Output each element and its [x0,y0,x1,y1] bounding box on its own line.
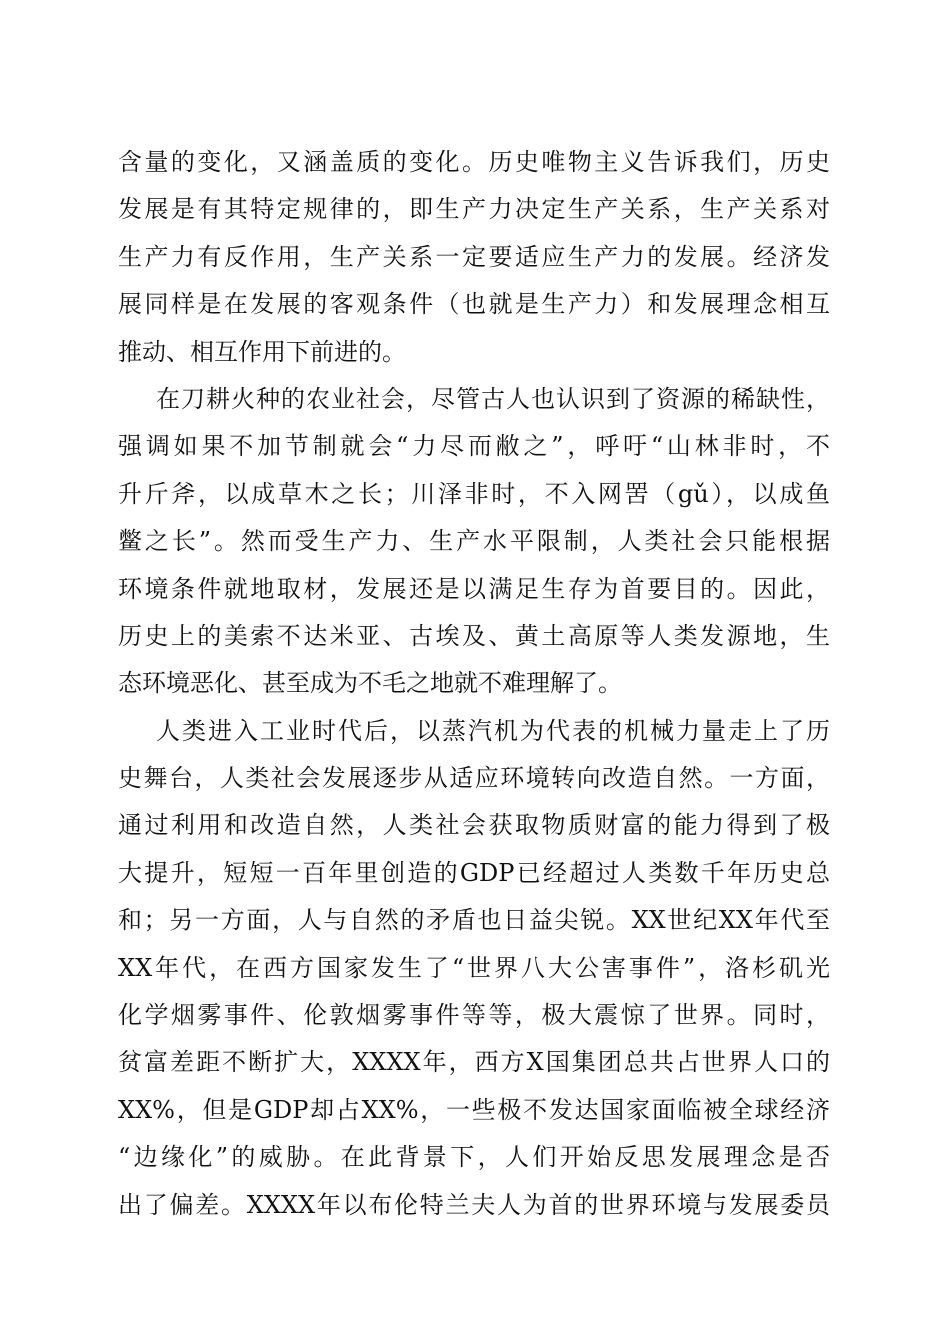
paragraph [118,708,830,1229]
text-line: 态环境恶化、甚至成为不毛之地就不难理解了。 [118,669,622,698]
text-line: 历史上的美索不达米亚、古埃及、黄土高原等人类发源地，生 [118,621,830,650]
text-line: 升斤斧，以成草木之长；川泽非时，不入网罟（gǔ），以成鱼 [118,479,830,508]
text-line: “边缘化”的威胁。在此背景下，人们开始反思发展理念是否 [118,1143,830,1172]
text-line: 大提升，短短一百年里创造的GDP已经超过人类数千年历史总 [118,858,830,887]
text-line: 展同样是在发展的客观条件（也就是生产力）和发展理念相互 [118,290,830,319]
text-line: 生产力有反作用，生产关系一定要适应生产力的发展。经济发 [118,242,830,271]
text-line: 出了偏差。XXXX年以布伦特兰夫人为首的世界环境与发展委员 [118,1190,830,1219]
text-line: 在刀耕火种的农业社会，尽管古人也认识到了资源的稀缺性， [156,384,830,413]
text-line: 发展是有其特定规律的，即生产力决定生产关系，生产关系对 [118,195,830,224]
text-line: 鳖之长”。然而受生产力、生产水平限制，人类社会只能根据 [118,527,830,556]
text-line: 化学烟雾事件、伦敦烟雾事件等等，极大震惊了世界。同时， [118,1001,830,1030]
text-line: 环境条件就地取材，发展还是以满足生存为首要目的。因此， [118,574,830,603]
body-text [118,139,830,1229]
text-line: 推动、相互作用下前进的。 [118,337,406,366]
text-line: XX年代，在西方国家发生了“世界八大公害事件”，洛杉矶光 [118,953,830,982]
text-line: 含量的变化，又涵盖质的变化。历史唯物主义告诉我们，历史 [118,148,830,176]
text-line: 强调如果不加节制就会“力尽而敝之”，呼吁“山林非时，不 [118,432,830,461]
text-line: 贫富差距不断扩大，XXXX年，西方X国集团总共占世界人口的 [118,1048,830,1077]
text-line: 通过利用和改造自然，人类社会获取物质财富的能力得到了极 [118,811,830,840]
text-line: 人类进入工业时代后，以蒸汽机为代表的机械力量走上了历 [156,716,830,745]
text-line: XX%，但是GDP却占XX%，一些极不发达国家面临被全球经济 [118,1095,830,1124]
paragraph [118,376,830,708]
paragraph [118,139,830,376]
text-line: 和；另一方面，人与自然的矛盾也日益尖锐。XX世纪XX年代至 [118,906,830,935]
text-line: 史舞台，人类社会发展逐步从适应环境转向改造自然。一方面， [118,764,830,793]
